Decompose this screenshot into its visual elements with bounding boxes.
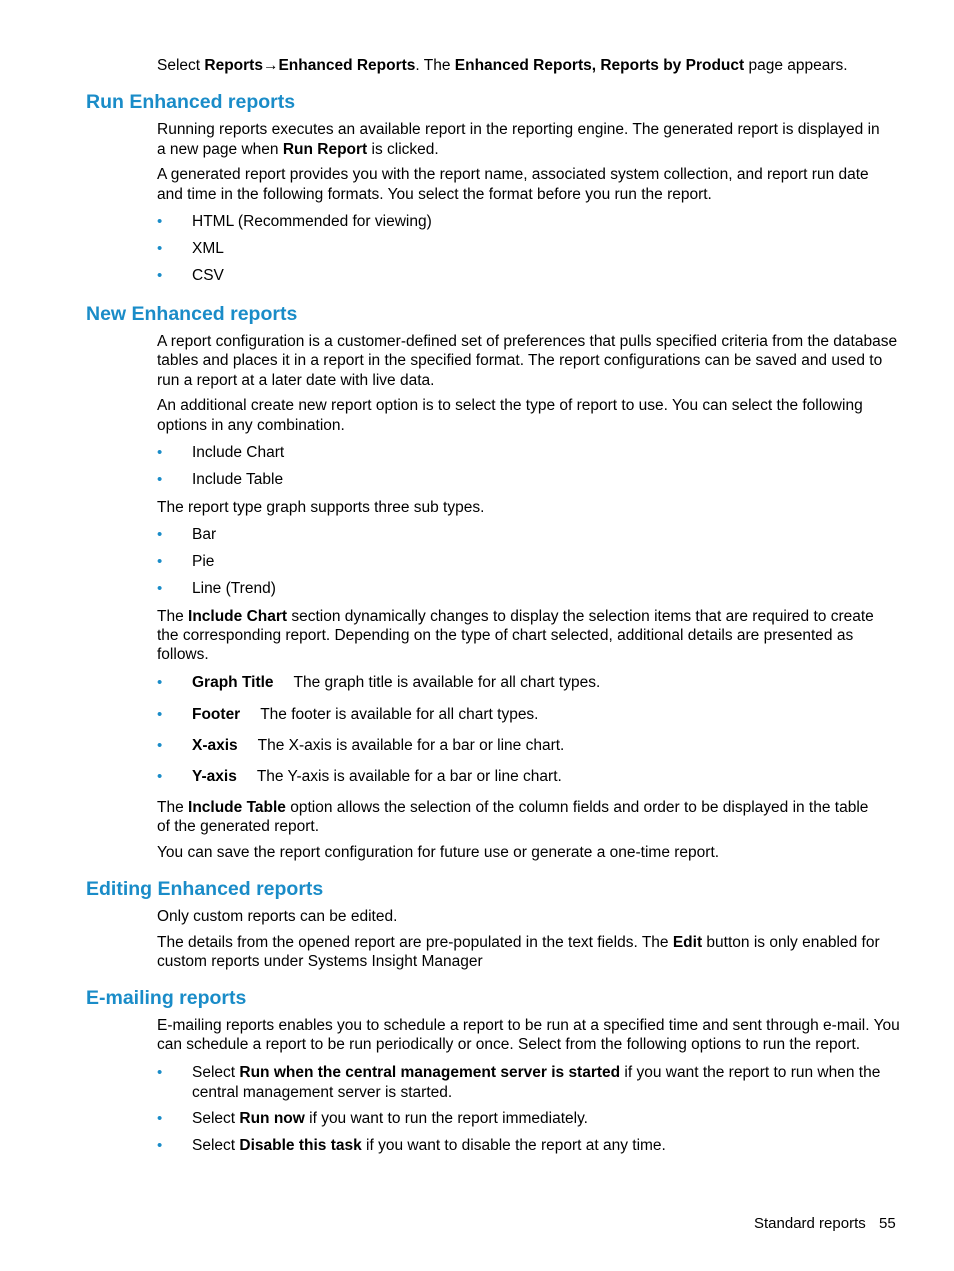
bullet-icon: •: [157, 526, 163, 543]
paragraph: Only custom reports can be edited.: [157, 908, 398, 925]
paragraph: the corresponding report. Depending on the type of chart selected, additional details are presented as: [157, 627, 854, 644]
paragraph: You can save the report configuration for future use or generate a one-time report.: [157, 844, 720, 861]
paragraph: follows.: [157, 646, 209, 663]
bullet-icon: •: [157, 267, 163, 284]
bullet-icon: •: [157, 471, 163, 488]
page-number: 55: [879, 1215, 896, 1232]
bullet-icon: •: [157, 553, 163, 570]
paragraph: A report configuration is a customer-defined set of preferences that pulls specified criteria from the database: [157, 333, 898, 350]
paragraph: Running reports executes an available report in the reporting engine. The generated report is displayed in: [157, 121, 880, 138]
bullet-icon: •: [157, 737, 163, 754]
bullet-icon: •: [157, 213, 163, 230]
paragraph: options in any combination.: [157, 417, 345, 434]
heading-e-mailing-reports: E-mailing reports: [86, 987, 247, 1009]
heading-new-enhanced-reports: New Enhanced reports: [86, 303, 298, 325]
paragraph: run a report at a later date with live data.: [157, 372, 435, 389]
footer-section-title: Standard reports: [754, 1215, 866, 1232]
paragraph: can schedule a report to be run periodically or once. Select from the following options to run the report.: [157, 1036, 861, 1053]
paragraph: of the generated report.: [157, 818, 320, 835]
paragraph: The Include Table option allows the selection of the column fields and order to be displayed in the table: [157, 799, 869, 816]
bullet-icon: •: [157, 1110, 163, 1127]
definition-desc: The Y-axis is available for a bar or line chart.: [256, 768, 562, 785]
heading-run-enhanced-reports: Run Enhanced reports: [86, 91, 296, 113]
definition-term: Y-axis: [192, 768, 237, 785]
paragraph: The details from the opened report are pre-populated in the text fields. The Edit button is only enabled for: [157, 934, 880, 951]
definition-desc: The footer is available for all chart types.: [260, 706, 539, 723]
bullet-icon: •: [157, 444, 163, 461]
bullet-icon: •: [157, 580, 163, 597]
definition-desc: The X-axis is available for a bar or line chart.: [257, 737, 565, 754]
bullet-icon: •: [157, 1137, 163, 1154]
definition-term: Graph Title: [192, 674, 274, 691]
definition-term: X-axis: [192, 737, 238, 754]
intro-line: Select Reports→Enhanced Reports. The Enhanced Reports, Reports by Product page appears.: [157, 57, 848, 74]
bullet-icon: •: [157, 674, 163, 691]
paragraph: The Include Chart section dynamically changes to display the selection items that are required to create: [157, 608, 874, 625]
paragraph: E-mailing reports enables you to schedule a report to be run at a specified time and sent through e-mail. You: [157, 1017, 900, 1034]
paragraph: The report type graph supports three sub types.: [157, 499, 485, 516]
paragraph: a new page when Run Report is clicked.: [157, 141, 439, 158]
bullet-icon: •: [157, 1064, 163, 1081]
bullet-icon: •: [157, 768, 163, 785]
heading-editing-enhanced-reports: Editing Enhanced reports: [86, 878, 324, 900]
definition-desc: The graph title is available for all chart types.: [293, 674, 601, 691]
paragraph: A generated report provides you with the report name, associated system collection, and report run date: [157, 166, 869, 183]
paragraph: and time in the following formats. You select the format before you run the report.: [157, 186, 712, 203]
bullet-icon: •: [157, 240, 163, 257]
paragraph: tables and places it in a report in the specified format. The report configurations can be saved and used to: [157, 352, 883, 369]
paragraph: An additional create new report option is to select the type of report to use. You can select the following: [157, 397, 863, 414]
paragraph: custom reports under Systems Insight Manager: [157, 953, 483, 970]
definition-term: Footer: [192, 706, 241, 723]
bullet-icon: •: [157, 706, 163, 723]
